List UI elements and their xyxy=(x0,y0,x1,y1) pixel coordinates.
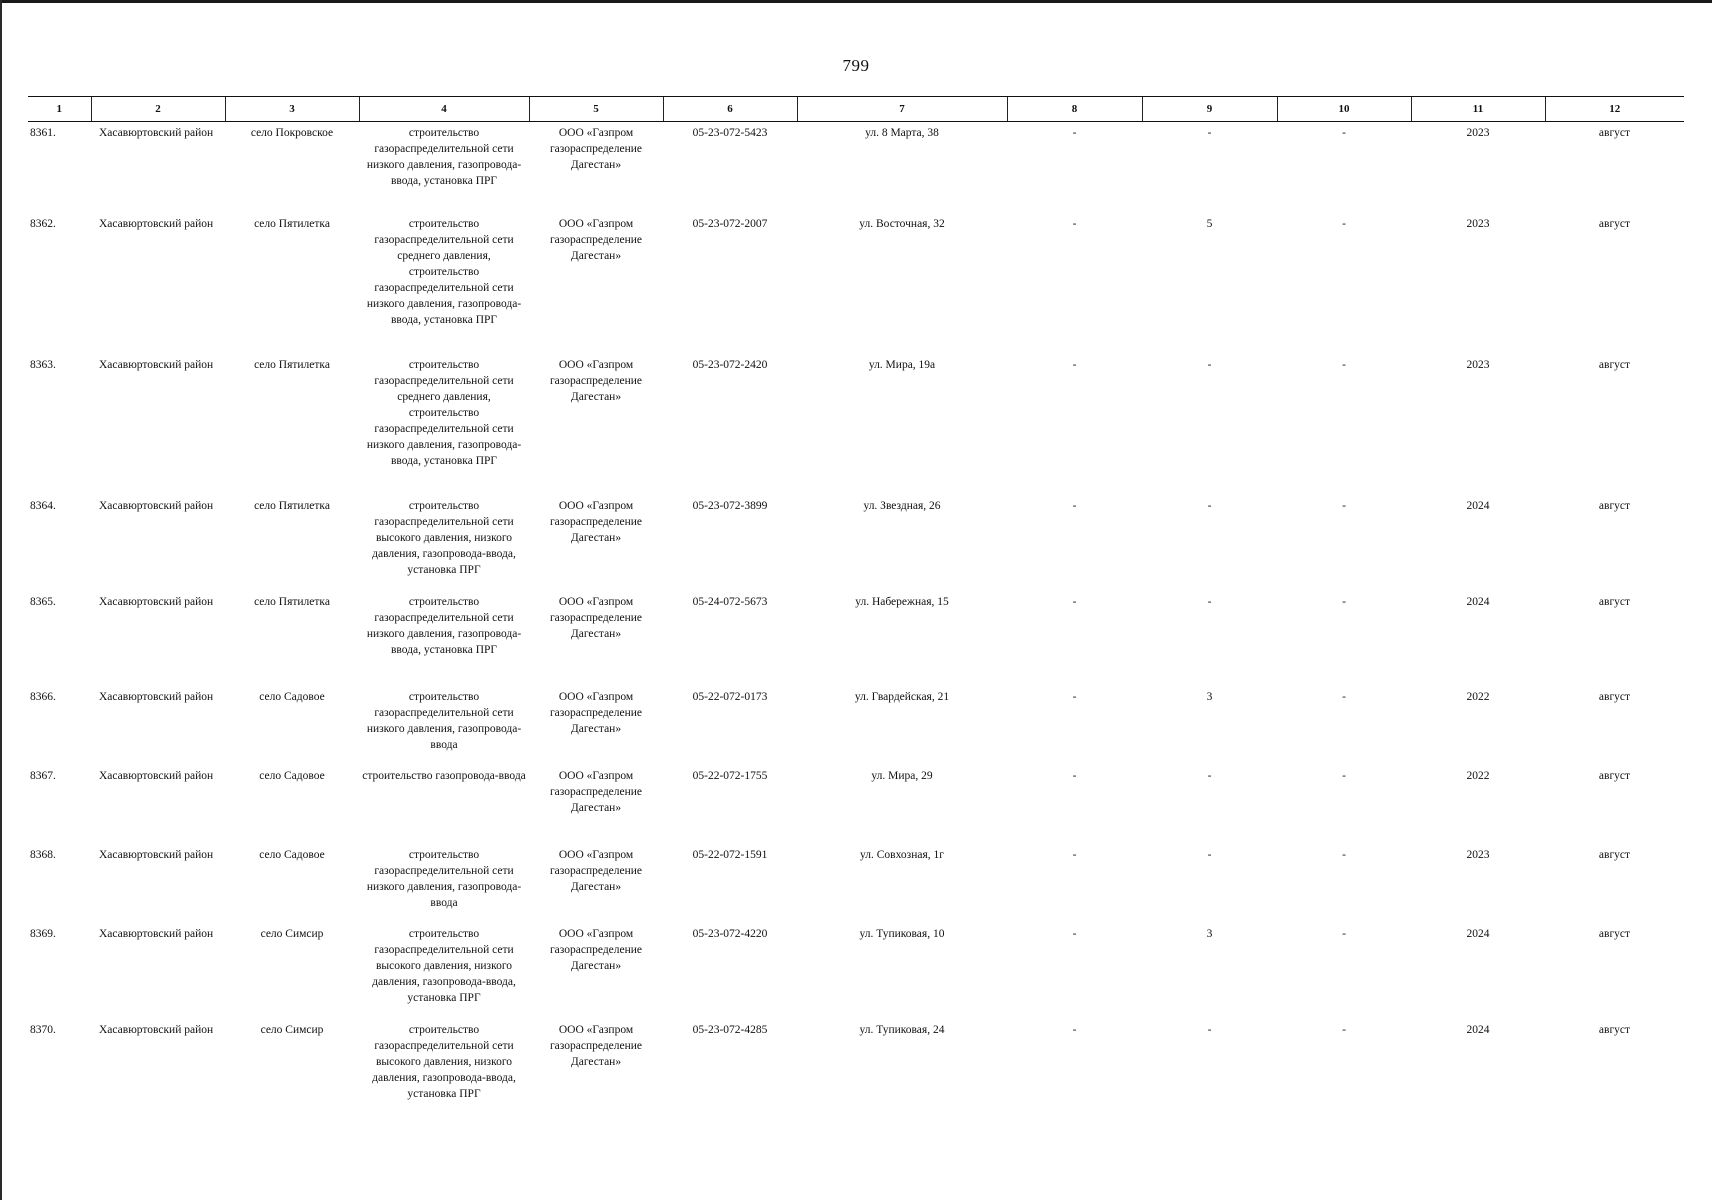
column-10-cell: - xyxy=(1342,690,1346,703)
object-code-cell: 05-23-072-2007 xyxy=(692,217,768,230)
month-cell: август xyxy=(1598,690,1631,703)
column-header: 7 xyxy=(797,97,1007,122)
year-cell: 2024 xyxy=(1466,927,1490,940)
column-header: 6 xyxy=(663,97,797,122)
district-cell: Хасавюртовский район xyxy=(99,217,214,230)
row-number: 8366. xyxy=(30,690,56,703)
settlement-cell: село Пятилетка xyxy=(254,595,330,608)
month-cell: август xyxy=(1598,595,1631,608)
object-code-cell: 05-22-072-1591 xyxy=(692,848,768,861)
address-cell: ул. Тупиковая, 10 xyxy=(859,927,945,940)
work-description-cell: строительство газораспределительной сети среднего давления, строительство газораспределительной сети низкого давления, газопровода-ввода, установка ПРГ xyxy=(366,217,522,326)
district-cell: Хасавюртовский район xyxy=(99,127,214,139)
object-code-cell: 05-23-072-4220 xyxy=(692,927,768,940)
column-9-cell: - xyxy=(1207,848,1212,861)
organization-cell: ООО «Газпром газораспределение Дагестан» xyxy=(549,595,643,640)
column-8-cell: - xyxy=(1072,595,1077,608)
row-number: 8361. xyxy=(30,127,56,139)
year-cell: 2023 xyxy=(1466,127,1490,139)
district-cell: Хасавюртовский район xyxy=(99,358,214,371)
column-9-cell: - xyxy=(1207,769,1212,782)
month-cell: август xyxy=(1598,499,1631,512)
column-9-cell: 3 xyxy=(1206,927,1213,940)
object-code-cell: 05-23-072-4285 xyxy=(692,1023,768,1036)
scan-top-border xyxy=(0,0,1712,3)
work-description-cell: строительство газопровода-ввода xyxy=(362,769,526,782)
row-number: 8367. xyxy=(30,769,56,782)
object-code-cell: 05-23-072-3899 xyxy=(692,499,768,512)
address-cell: ул. Мира, 19а xyxy=(868,358,936,371)
district-cell: Хасавюртовский район xyxy=(99,499,214,512)
work-description-cell: строительство газораспределительной сети высокого давления, низкого давления, газопровода-ввода, установка ПРГ xyxy=(372,927,516,1004)
gasification-schedule-table xyxy=(28,96,1684,1118)
address-cell: ул. Совхозная, 1г xyxy=(860,848,944,861)
row-number: 8362. xyxy=(30,217,56,230)
column-9-cell: - xyxy=(1207,127,1212,139)
row-number: 8370. xyxy=(30,1023,56,1036)
address-cell: ул. 8 Марта, 38 xyxy=(865,127,939,139)
work-description-cell: строительство газораспределительной сети высокого давления, низкого давления, газопровода-ввода, установка ПРГ xyxy=(372,1023,516,1100)
column-10-cell: - xyxy=(1342,358,1346,371)
column-8-cell: - xyxy=(1072,927,1077,940)
table-row xyxy=(28,768,1684,847)
column-8-cell: - xyxy=(1072,690,1077,703)
organization-cell: ООО «Газпром газораспределение Дагестан» xyxy=(549,217,643,262)
table-row xyxy=(28,122,1684,216)
column-header: 9 xyxy=(1142,97,1277,122)
settlement-cell: село Пятилетка xyxy=(254,217,330,230)
column-10-cell: - xyxy=(1342,927,1346,940)
object-code-cell: 05-22-072-1755 xyxy=(692,769,768,782)
month-cell: август xyxy=(1598,848,1631,861)
settlement-cell: село Симсир xyxy=(260,927,324,940)
work-description-cell: строительство газораспределительной сети низкого давления, газопровода-ввода xyxy=(366,848,522,909)
page-number: 799 xyxy=(842,56,870,75)
organization-cell: ООО «Газпром газораспределение Дагестан» xyxy=(549,848,643,893)
district-cell: Хасавюртовский район xyxy=(99,595,214,608)
column-9-cell: - xyxy=(1207,358,1212,371)
year-cell: 2024 xyxy=(1466,595,1490,608)
table-row xyxy=(28,847,1684,926)
table-row xyxy=(28,216,1684,357)
table-row xyxy=(28,594,1684,689)
month-cell: август xyxy=(1598,1023,1631,1036)
district-cell: Хасавюртовский район xyxy=(99,848,214,861)
year-cell: 2022 xyxy=(1466,690,1490,703)
scan-left-border xyxy=(0,0,2,1200)
column-number-header-row xyxy=(28,97,1684,122)
settlement-cell: село Пятилетка xyxy=(254,499,330,512)
column-header: 3 xyxy=(225,97,359,122)
address-cell: ул. Восточная, 32 xyxy=(859,217,945,230)
table-row xyxy=(28,357,1684,498)
month-cell: август xyxy=(1598,927,1631,940)
column-9-cell: - xyxy=(1207,499,1212,512)
year-cell: 2023 xyxy=(1466,358,1490,371)
column-8-cell: - xyxy=(1072,1023,1077,1036)
column-10-cell: - xyxy=(1342,217,1346,230)
work-description-cell: строительство газораспределительной сети высокого давления, низкого давления, газопровода-ввода, установка ПРГ xyxy=(372,499,516,576)
column-10-cell: - xyxy=(1342,595,1346,608)
settlement-cell: село Садовое xyxy=(259,690,325,703)
organization-cell: ООО «Газпром газораспределение Дагестан» xyxy=(549,690,643,735)
row-number: 8369. xyxy=(30,927,56,940)
organization-cell: ООО «Газпром газораспределение Дагестан» xyxy=(549,769,643,814)
settlement-cell: село Садовое xyxy=(259,769,325,782)
row-number: 8364. xyxy=(30,499,56,512)
column-10-cell: - xyxy=(1342,499,1346,512)
organization-cell: ООО «Газпром газораспределение Дагестан» xyxy=(549,927,643,972)
column-10-cell: - xyxy=(1342,848,1346,861)
column-8-cell: - xyxy=(1072,848,1077,861)
work-description-cell: строительство газораспределительной сети низкого давления, газопровода-ввода xyxy=(366,690,522,751)
work-description-cell: строительство газораспределительной сети низкого давления, газопровода-ввода, установка ПРГ xyxy=(366,595,522,656)
address-cell: ул. Мира, 29 xyxy=(871,769,933,782)
column-header: 11 xyxy=(1411,97,1545,122)
column-8-cell: - xyxy=(1072,499,1077,512)
organization-cell: ООО «Газпром газораспределение Дагестан» xyxy=(549,127,643,171)
column-9-cell: 3 xyxy=(1206,690,1213,703)
column-10-cell: - xyxy=(1342,127,1346,139)
column-10-cell: - xyxy=(1342,769,1346,782)
address-cell: ул. Гвардейская, 21 xyxy=(854,690,950,703)
address-cell: ул. Тупиковая, 24 xyxy=(859,1023,945,1036)
row-number: 8365. xyxy=(30,595,56,608)
organization-cell: ООО «Газпром газораспределение Дагестан» xyxy=(549,1023,643,1068)
table-row xyxy=(28,926,1684,1022)
column-header: 10 xyxy=(1277,97,1411,122)
column-8-cell: - xyxy=(1072,127,1077,139)
column-8-cell: - xyxy=(1072,769,1077,782)
month-cell: август xyxy=(1598,217,1631,230)
object-code-cell: 05-22-072-0173 xyxy=(692,690,768,703)
column-8-cell: - xyxy=(1072,358,1077,371)
address-cell: ул. Набережная, 15 xyxy=(855,595,949,608)
organization-cell: ООО «Газпром газораспределение Дагестан» xyxy=(549,499,643,544)
year-cell: 2023 xyxy=(1466,217,1490,230)
row-number: 8363. xyxy=(30,358,56,371)
organization-cell: ООО «Газпром газораспределение Дагестан» xyxy=(549,358,643,403)
table-row xyxy=(28,689,1684,768)
district-cell: Хасавюртовский район xyxy=(99,1023,214,1036)
year-cell: 2024 xyxy=(1466,499,1490,512)
year-cell: 2022 xyxy=(1466,769,1490,782)
settlement-cell: село Садовое xyxy=(259,848,325,861)
settlement-cell: село Симсир xyxy=(260,1023,324,1036)
work-description-cell: строительство газораспределительной сети низкого давления, газопровода-ввода, установка ПРГ xyxy=(366,127,522,187)
year-cell: 2024 xyxy=(1466,1023,1490,1036)
table-row xyxy=(28,498,1684,594)
district-cell: Хасавюртовский район xyxy=(99,769,214,782)
object-code-cell: 05-23-072-5423 xyxy=(692,127,768,139)
year-cell: 2023 xyxy=(1466,848,1490,861)
column-8-cell: - xyxy=(1072,217,1077,230)
district-cell: Хасавюртовский район xyxy=(99,690,214,703)
month-cell: август xyxy=(1598,358,1631,371)
month-cell: август xyxy=(1598,127,1631,139)
column-header: 8 xyxy=(1007,97,1142,122)
column-10-cell: - xyxy=(1342,1023,1346,1036)
row-number: 8368. xyxy=(30,848,56,861)
column-header: 4 xyxy=(359,97,529,122)
column-9-cell: 5 xyxy=(1206,217,1213,230)
month-cell: август xyxy=(1598,769,1631,782)
table-row xyxy=(28,1022,1684,1118)
column-9-cell: - xyxy=(1207,1023,1212,1036)
column-header: 5 xyxy=(529,97,663,122)
work-description-cell: строительство газораспределительной сети среднего давления, строительство газораспределительной сети низкого давления, газопровода-ввода, установка ПРГ xyxy=(366,358,522,467)
column-header: 1 xyxy=(28,97,91,122)
object-code-cell: 05-24-072-5673 xyxy=(692,595,768,608)
settlement-cell: село Покровское xyxy=(250,127,334,139)
district-cell: Хасавюртовский район xyxy=(99,927,214,940)
address-cell: ул. Звездная, 26 xyxy=(863,499,941,512)
settlement-cell: село Пятилетка xyxy=(254,358,330,371)
column-header: 2 xyxy=(91,97,225,122)
column-9-cell: - xyxy=(1207,595,1212,608)
object-code-cell: 05-23-072-2420 xyxy=(692,358,768,371)
column-header: 12 xyxy=(1545,97,1684,122)
